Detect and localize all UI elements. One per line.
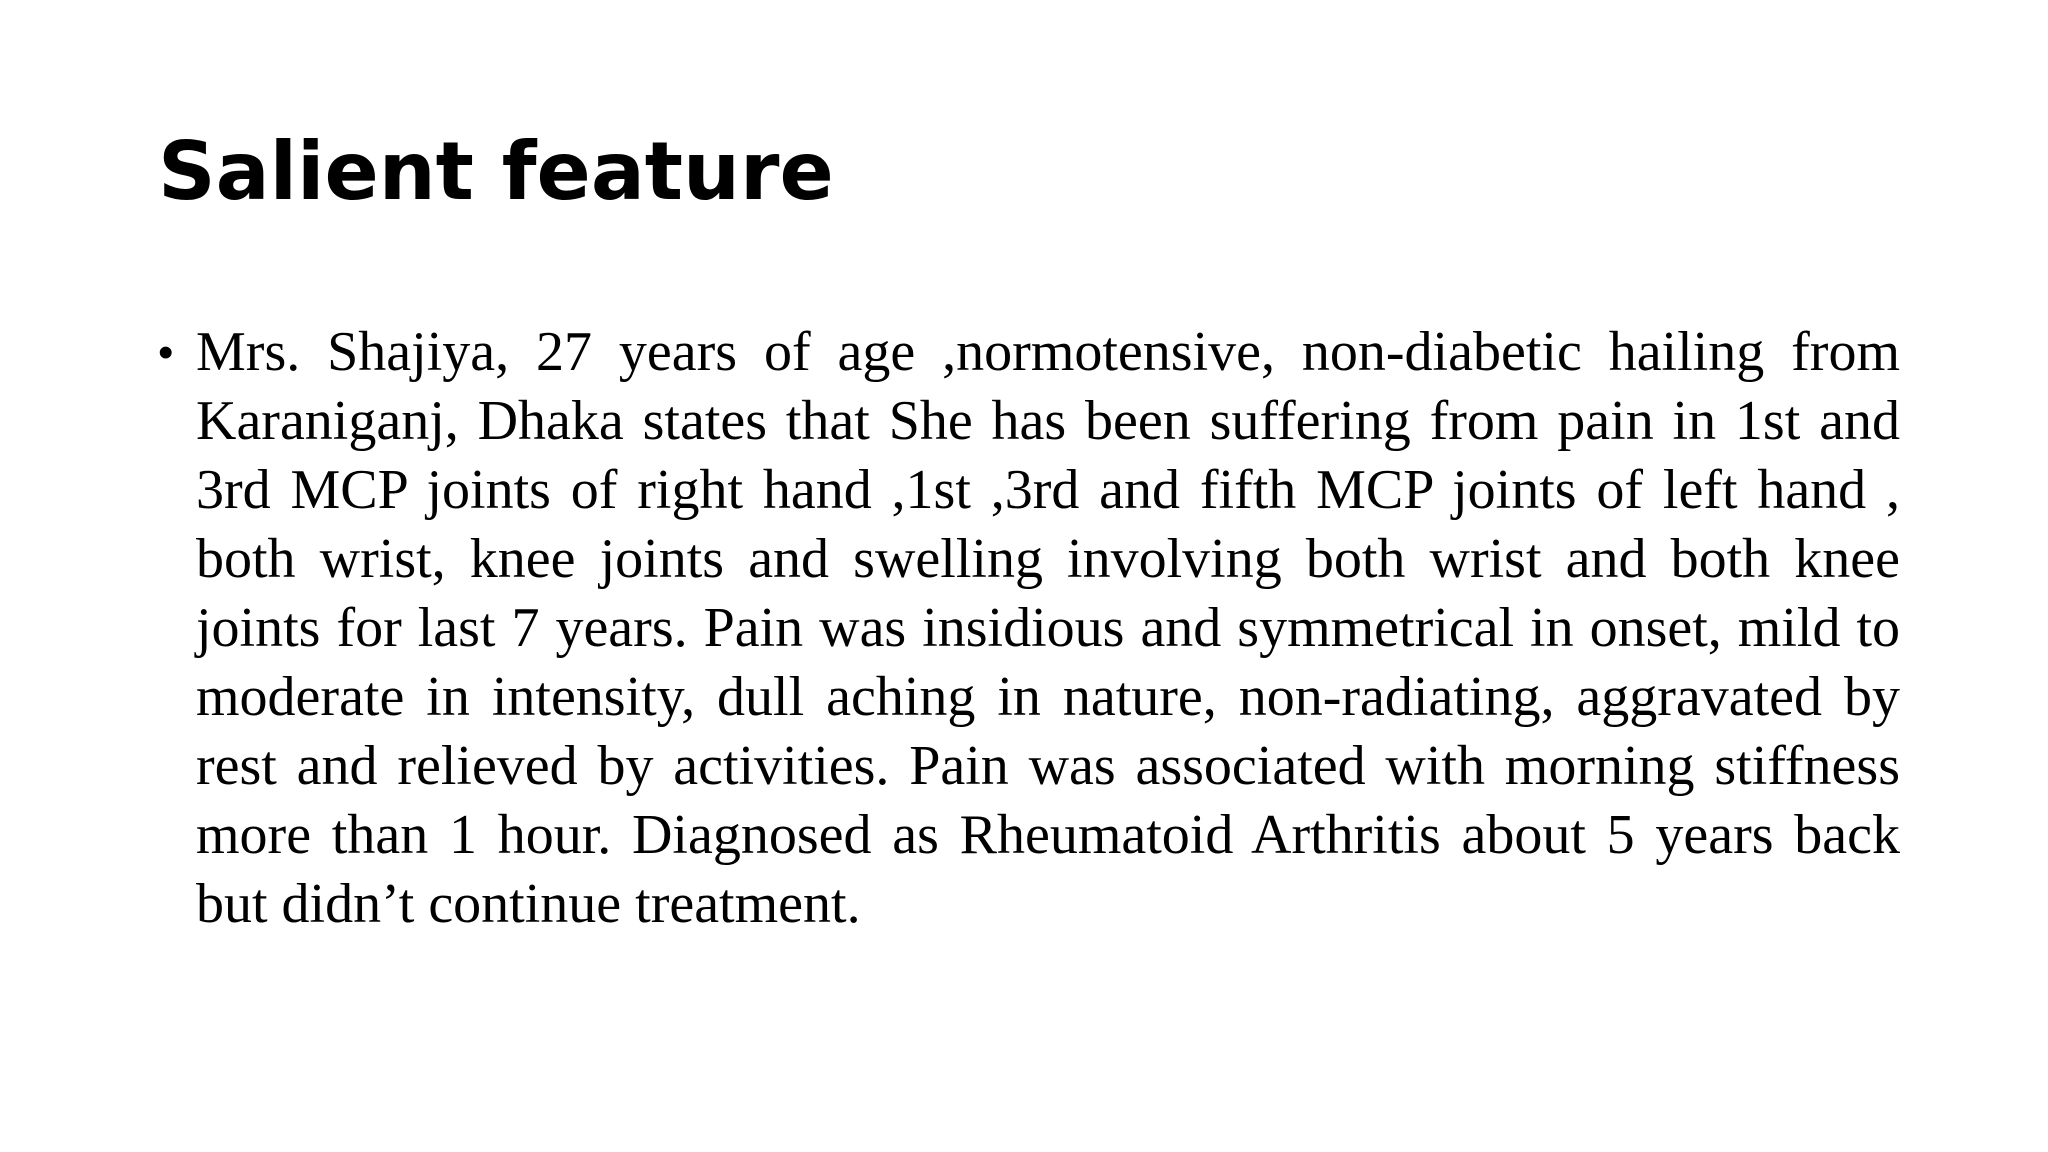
list-item — [152, 318, 1900, 939]
bullet-text: Mrs. Shajiya, 27 years of age ,normotensive, non-diabetic hailing from Karaniganj, Dhaka states that She has been suffering from pain in 1st and 3rd MCP joints of right hand ,1st ,3rd and fifth MCP joints of left hand , both wrist, knee joints and swelling involving both wrist and both knee joints for last 7 years. Pain was insidious and symmetrical in onset, mild to moderate in intensity, dull aching in nature, non-radiating, aggravated by rest and relieved by activities. Pain was associated with morning stiffness more than 1 hour. Diagnosed as Rheumatoid Arthritis about 5 years back but didn’t continue treatment. — [196, 321, 1900, 935]
bullet-list — [152, 318, 1900, 939]
bullet-icon: • — [158, 328, 174, 377]
slide-title: Salient feature — [158, 125, 834, 218]
